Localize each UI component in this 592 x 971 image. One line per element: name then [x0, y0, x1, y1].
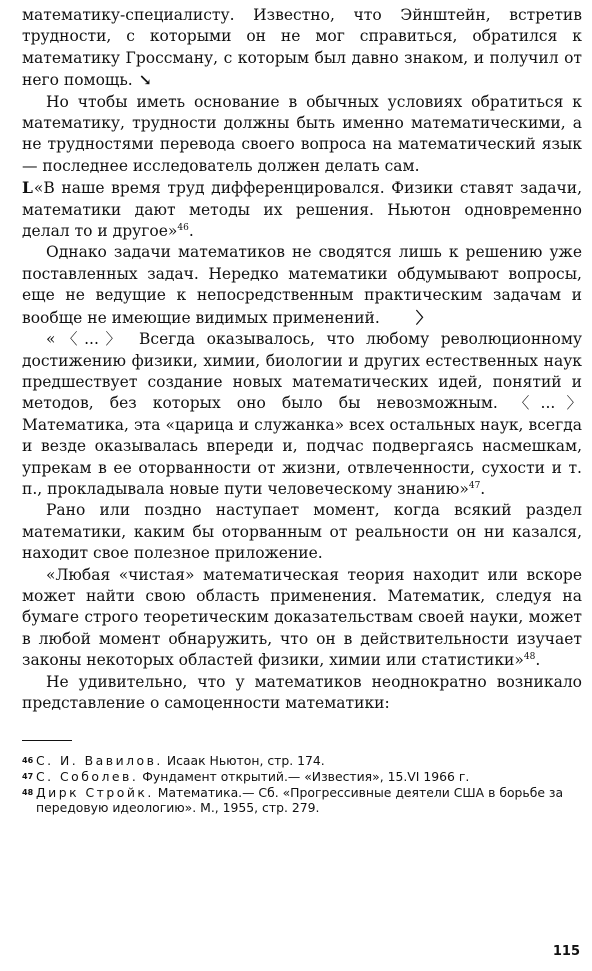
- footnote-number: 48: [22, 787, 34, 797]
- paragraph-text: Рано или поздно наступает момент, когда всякий раздел математики, каким бы оторванным от реальности он ни казался, находит свое полезное приложение.: [22, 501, 582, 563]
- paragraph: [22, 500, 582, 564]
- paragraph: «Любая «чистая» математическая теория находит или вскоре может найти свою область применения. Математик, следуя на бумаге строго теоретическим доказательствам своей науки, может в любой момент обнаружить, что он в действительности изучает законы некоторых областей физики, химии или статистики»$^{48}$.: [22, 565, 582, 670]
- paragraph-text: Не удивительно, что у математиков неоднократно возникало представление о самоценности математики:: [22, 672, 582, 712]
- footnote-author: Дирк Стройк.: [36, 784, 154, 800]
- paragraph-text: «В наше время труд дифференцировался. Физики ставят задачи, математики дают методы их решения. Ньютон одновременно делал то и другое»: [22, 179, 582, 241]
- footnote: [22, 769, 582, 785]
- paragraph: L«В наше время труд дифференцировался. Физики ставят задачи, математики дают методы их решения. Ньютон одновременно делал то и другое»$^{46}$.: [22, 178, 582, 241]
- paragraph: [22, 5, 582, 92]
- page-number: 115: [552, 944, 580, 959]
- footnote: [22, 753, 582, 769]
- footnotes: [22, 753, 582, 815]
- body-text: [22, 5, 582, 714]
- footnote-text: Математика.— Сб. «Прогрессивные деятели США в борьбе за передовую идеологию». М., 1955, стр. 279.: [36, 784, 564, 816]
- footnote-ref: 47: [468, 480, 481, 491]
- paragraph: [22, 242, 582, 329]
- footnote-ref: 48: [523, 652, 536, 663]
- footnote-author: С. И. Вавилов.: [36, 753, 163, 769]
- footnote-text: Фундамент открытий.— «Известия», 15.VI 1966 г.: [138, 769, 470, 784]
- book-page: [22, 5, 582, 965]
- footnote-author: С. Соболев.: [36, 769, 139, 784]
- margin-arrow-mark: ↘: [138, 70, 152, 90]
- paragraph-text: Однако задачи математиков не сводятся лишь к решению уже поставленных задач. Нередко математики обдумывают вопросы, еще не ведущие к непосредственным практическим задачам и вообще не имеющие видимых применений.: [22, 243, 582, 327]
- footnote-text: Исаак Ньютон, стр. 174.: [162, 753, 325, 769]
- paragraph-text: математику-специалисту. Известно, что Эйнштейн, встретив трудности, с которыми он не мог справиться, обратился к математику Гроссману, с которым был давно знаком, и получил от него помощь.: [22, 6, 582, 90]
- paragraph-text: «Любая «чистая» математическая теория находит или вскоре может найти свою область применения. Математик, следуя на бумаге строго теоретическим доказательствам своей науки, может в любой момент обнаружить, что он в действительности изучает законы некоторых областей физики, химии или статистики»: [22, 565, 582, 670]
- footnote-ref: 46: [177, 222, 189, 233]
- footnote: [22, 785, 582, 816]
- margin-bracket-mark: 〉: [415, 307, 432, 327]
- handwritten-bracket-mark: L: [22, 178, 33, 198]
- footnote-number: 46: [22, 756, 34, 766]
- paragraph: «〈...〉 Всегда оказывалось, что любому революционному достижению физики, химии, биологии и других естественных наук предшествует создание новых математических идей, понятий и методов, без которых оно было бы невозможным. 〈...〉 Математика, эта «царица и служанка» всех остальных наук, всегда и везде оказывалась впереди и, подчас подвергаясь насмешкам, упрекам в ее оторванности от жизни, отвлеченности, сухости и т. п., прокладывала новые пути человеческому знанию»$^{47}$.: [22, 330, 582, 498]
- footnote-divider: [22, 740, 72, 741]
- paragraph-text: Но чтобы иметь основание в обычных условиях обратиться к математику, трудности должны быть именно математическими, а не трудностями перевода своего вопроса на математический язык — последнее исследователь должен делать сам.: [22, 92, 582, 175]
- footnote-number: 47: [22, 772, 34, 781]
- paragraph-text: «〈...〉 Всегда оказывалось, что любому революционному достижению физики, химии, биологии и других естественных наук предшествует создание новых математических идей, понятий и методов, без которых оно было бы невозможным. 〈...〉 Математика, эта «царица и служанка» всех остальных наук, всегда и везде оказывалась впереди и, подчас подвергаясь насмешкам, упрекам в ее оторванности от жизни, отвлеченности, сухости и т. п., прокладывала новые пути человеческому знанию»: [22, 330, 582, 498]
- paragraph: [22, 92, 582, 178]
- paragraph: [22, 672, 582, 715]
